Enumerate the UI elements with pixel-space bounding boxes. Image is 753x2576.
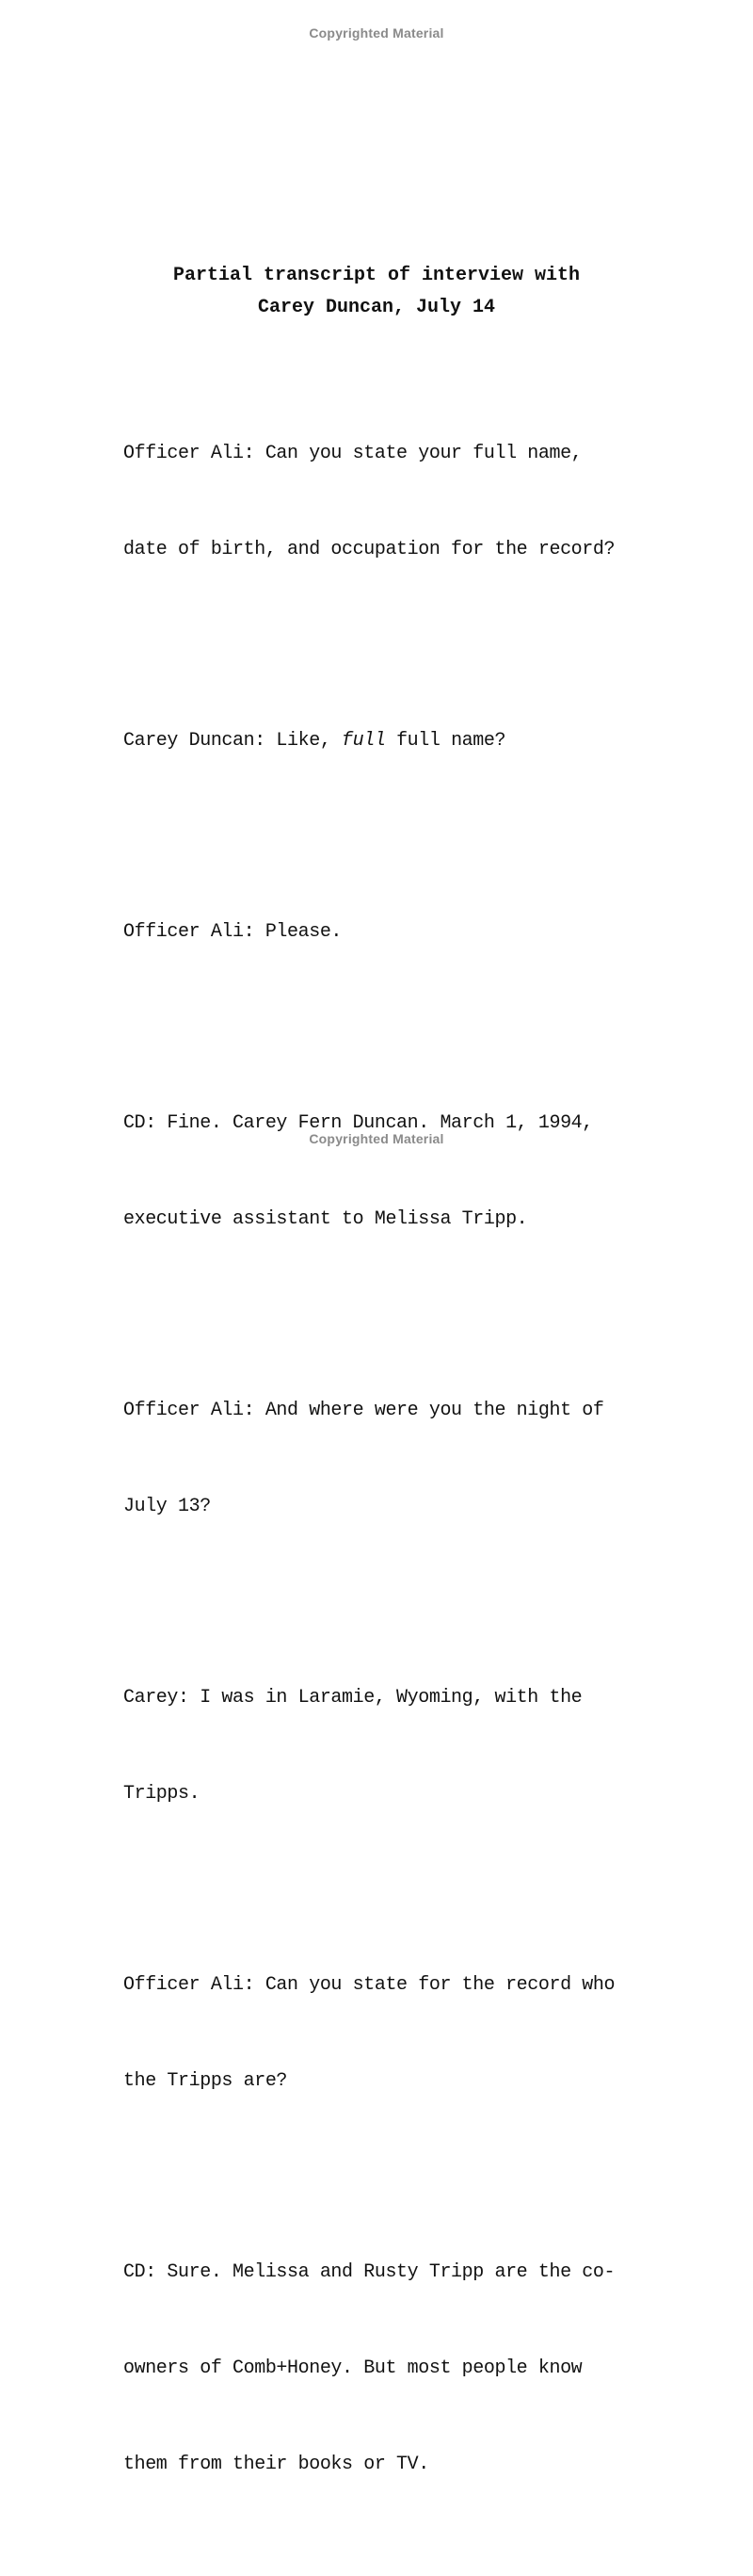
transcript-paragraph [123, 852, 669, 1013]
page-title [94, 260, 659, 324]
title-line-2: Carey Duncan, July 14 [257, 297, 496, 318]
transcript-line [123, 725, 669, 757]
transcript-line: Officer Ali: Can you state your full name, [123, 443, 583, 464]
transcript-line: the Tripps are? [123, 2070, 288, 2092]
transcript-line: Officer Ali: Please. [123, 921, 343, 943]
transcript-line: Carey: I was in Laramie, Wyoming, with the [123, 1687, 583, 1709]
transcript-line: Tripps. [123, 1783, 200, 1805]
transcript-line: Officer Ali: And where were you the night of [123, 1400, 604, 1421]
transcript-line: CD: Sure. Melissa and Rusty Tripp are the co- [123, 2261, 616, 2283]
emphasized-word: full [342, 730, 386, 752]
copyright-watermark-top: Copyrighted Material [309, 25, 444, 41]
transcript-line: executive assistant to Melissa Tripp. [123, 1208, 528, 1230]
transcript-paragraph [123, 1618, 669, 1874]
transcript-line: owners of Comb+Honey. But most people know [123, 2357, 583, 2379]
speaker-text: Carey Duncan: Like, [123, 730, 343, 752]
transcript-paragraph [123, 1044, 669, 1300]
transcript-paragraph [123, 2193, 669, 2545]
transcript-line: date of birth, and occupation for the record? [123, 539, 616, 560]
transcript-line: July 13? [123, 1496, 211, 1517]
transcript-paragraph [123, 1905, 669, 2162]
title-line-1: Partial transcript of interview with [172, 265, 581, 286]
copyright-watermark-bottom: Copyrighted Material [309, 1131, 444, 1146]
transcript-line: CD: Fine. Carey Fern Duncan. March 1, 1994, [123, 1112, 593, 1134]
speaker-text-end: full name? [385, 730, 506, 752]
transcript-line: Officer Ali: Can you state for the record who [123, 1974, 616, 1996]
transcript-paragraph [123, 661, 669, 821]
interview-transcript [123, 374, 669, 2576]
transcript-paragraph [123, 374, 669, 630]
transcript-line: them from their books or TV. [123, 2454, 429, 2475]
transcript-paragraph [123, 1331, 669, 1587]
